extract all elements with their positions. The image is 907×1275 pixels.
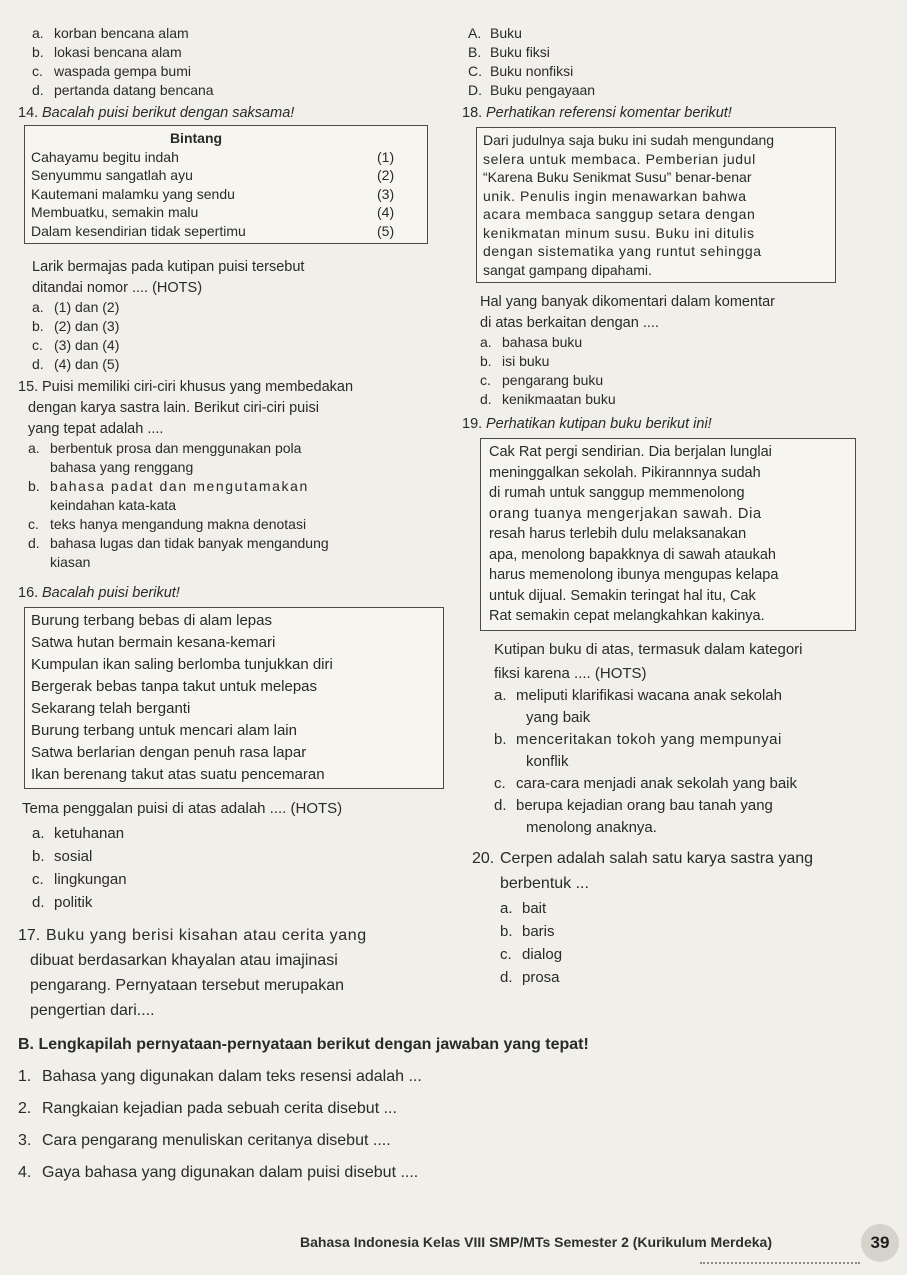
question-15-options [18,439,448,572]
option: d. pertanda datang bencana [32,82,214,98]
question-16-prompt: Tema penggalan puisi di atas adalah .... (HOTS) [22,800,343,817]
poem-line: Sekarang telah berganti [31,700,191,717]
right-column [462,24,892,989]
fill-in-item: 2. Rangkaian kejadian pada sebuah cerita disebut ... [18,1100,397,1117]
excerpt-box: Cak Rat pergi sendirian. Dia berjalan lunglai meninggalkan sekolah. Pikirannnya sudah di rumah untuk sanggup memmenolong orang tuanya mengerjakan sawah. Dia resah harus terlebih dulu melaksanakan apa, menolong bapakknya di sawah ataukah harus memenolong ibunya mengupas kelapa untuk dijual. Semakin teringat hal itu, Cak Rat semakin cepat melangkahkan kakinya. [480,438,856,631]
question-15-line: dengan karya sastra lain. Berikut ciri-ciri puisi [28,400,319,416]
question-19: 19. Perhatikan kutipan buku berikut ini! [462,416,712,432]
poem-title: Bintang [169,130,223,146]
poem-line: Cahayamu begitu indah (1) [31,148,395,165]
option: A. Buku [468,25,522,41]
question-15-line: yang tepat adalah .... [28,421,164,437]
question-17-line: dibuat berdasarkan khayalan atau imajinasi [30,952,338,969]
question-17-line: pengertian dari.... [30,1002,155,1019]
comment-box: Dari judulnya saja buku ini sudah mengundang selera untuk membaca. Pemberian judul “Karena Buku Senikmat Susu” benar-benar unik. Penulis ingin menawarkan bahwa acara membaca sanggup setara dengan kenikmatan minum susu. Buku ini ditulis dengan sistematika yang runtut sehingga sangat gampang dipahami. [476,127,836,283]
option: d. politik [32,894,93,911]
option: d. (4) dan (5) [32,356,120,372]
prev-question-options-left [18,24,448,100]
option: c. (3) dan (4) [32,337,120,353]
footer-dotted-rule [700,1262,860,1264]
poem-box-bintang [24,125,428,244]
option-continuation: yang baik [526,708,591,726]
option: d. prosa [500,968,560,986]
option: b. lokasi bencana alam [32,44,182,60]
question-19-options [462,685,892,839]
option: C. Buku nonfiksi [468,63,574,79]
section-b-heading: B. Lengkapilah pernyataan-pernyataan berikut dengan jawaban yang tepat! [18,1036,589,1053]
poem-line: Satwa hutan bermain kesana-kemari [31,634,276,651]
option: a. (1) dan (2) [32,299,120,315]
option: d. berupa kejadian orang bau tanah yang [494,796,773,814]
option: c. cara-cara menjadi anak sekolah yang baik [494,774,797,792]
option: b. baris [500,922,555,940]
option: b. bahasa padat dan mengutamakan [28,478,309,494]
option: c. lingkungan [32,871,127,888]
poem-line: Dalam kesendirian tidak sepertimu (5) [31,222,395,239]
poem-line: Kautemani malamku yang sendu (3) [31,185,395,202]
option: b. sosial [32,848,93,865]
question-14-prompt: Larik bermajas pada kutipan puisi tersebut ditandai nomor .... (HOTS) [32,259,305,296]
option: c. dialog [500,945,563,963]
option: d. kenikmaatan buku [480,391,616,407]
left-column [18,24,448,1022]
question-18: 18. Perhatikan referensi komentar berikut! [462,105,732,121]
fill-in-item: 4. Gaya bahasa yang digunakan dalam puisi disebut .... [18,1164,419,1181]
page-number-badge: 39 [861,1224,899,1262]
poem-line: Burung terbang untuk mencari alam lain [31,722,297,739]
question-18-prompt: Hal yang banyak dikomentari dalam komentar di atas berkaitan dengan .... [480,294,775,331]
question-16-options [18,822,448,914]
prev-question-options-right [462,24,892,100]
question-20: 20. Cerpen adalah salah satu karya sastra yang [472,849,814,867]
question-20-line: berbentuk ... [500,874,589,892]
question-17: 17. Buku yang berisi kisahan atau cerita yang [18,927,367,944]
option: a. korban bencana alam [32,25,189,41]
option: D. Buku pengayaan [468,82,596,98]
question-14: 14. Bacalah puisi berikut dengan saksama! [18,105,295,121]
poem-line: Senyummu sangatlah ayu (2) [31,167,395,183]
option: a. ketuhanan [32,825,125,842]
poem-line: Burung terbang bebas di alam lepas [31,612,272,629]
poem-line: Ikan berenang takut atas suatu pencemaran [31,766,325,783]
poem-line: Membuatku, semakin malu (4) [31,204,395,220]
question-14-options [18,298,448,374]
option: c. pengarang buku [480,372,604,388]
option: c. waspada gempa bumi [32,63,191,79]
option: B. Buku fiksi [468,44,550,60]
question-20-options [462,897,892,989]
option-continuation: konflik [526,752,569,770]
section-b [18,1034,888,1184]
poem-line: Satwa berlarian dengan penuh rasa lapar [31,744,307,761]
option: b. (2) dan (3) [32,318,120,334]
question-18-options [462,333,892,409]
option: a. meliputi klarifikasi wacana anak sekolah [494,686,782,704]
fill-in-item: 1. Bahasa yang digunakan dalam teks resensi adalah ... [18,1068,422,1085]
option-continuation: keindahan kata-kata [50,497,177,513]
poem-line: Kumpulan ikan saling berlomba tunjukkan diri [31,656,333,673]
question-16: 16. Bacalah puisi berikut! [18,585,180,601]
option: c. teks hanya mengandung makna denotasi [28,516,307,532]
option-continuation: bahasa yang renggang [50,459,194,475]
question-15: 15. Puisi memiliki ciri-ciri khusus yang membedakan [18,379,354,395]
option: a. bahasa buku [480,334,583,350]
option: a. berbentuk prosa dan menggunakan pola [28,440,302,456]
option: b. menceritakan tokoh yang mempunyai [494,730,782,748]
option: d. bahasa lugas dan tidak banyak mengandung [28,535,329,551]
option-continuation: menolong anaknya. [526,818,657,836]
option: a. bait [500,899,547,917]
question-17-line: pengarang. Pernyataan tersebut merupakan [30,977,344,994]
poem-line: Bergerak bebas tanpa takut untuk melepas [31,678,318,695]
footer-book-title: Bahasa Indonesia Kelas VIII SMP/MTs Semester 2 (Kurikulum Merdeka) [300,1234,773,1250]
poem-box-2 [24,607,444,789]
option: b. isi buku [480,353,550,369]
page-footer [300,1224,900,1264]
question-19-prompt: Kutipan buku di atas, termasuk dalam kategori fiksi karena .... (HOTS) [494,640,803,682]
option-continuation: kiasan [50,554,91,570]
fill-in-item: 3. Cara pengarang menuliskan ceritanya disebut .... [18,1132,391,1149]
